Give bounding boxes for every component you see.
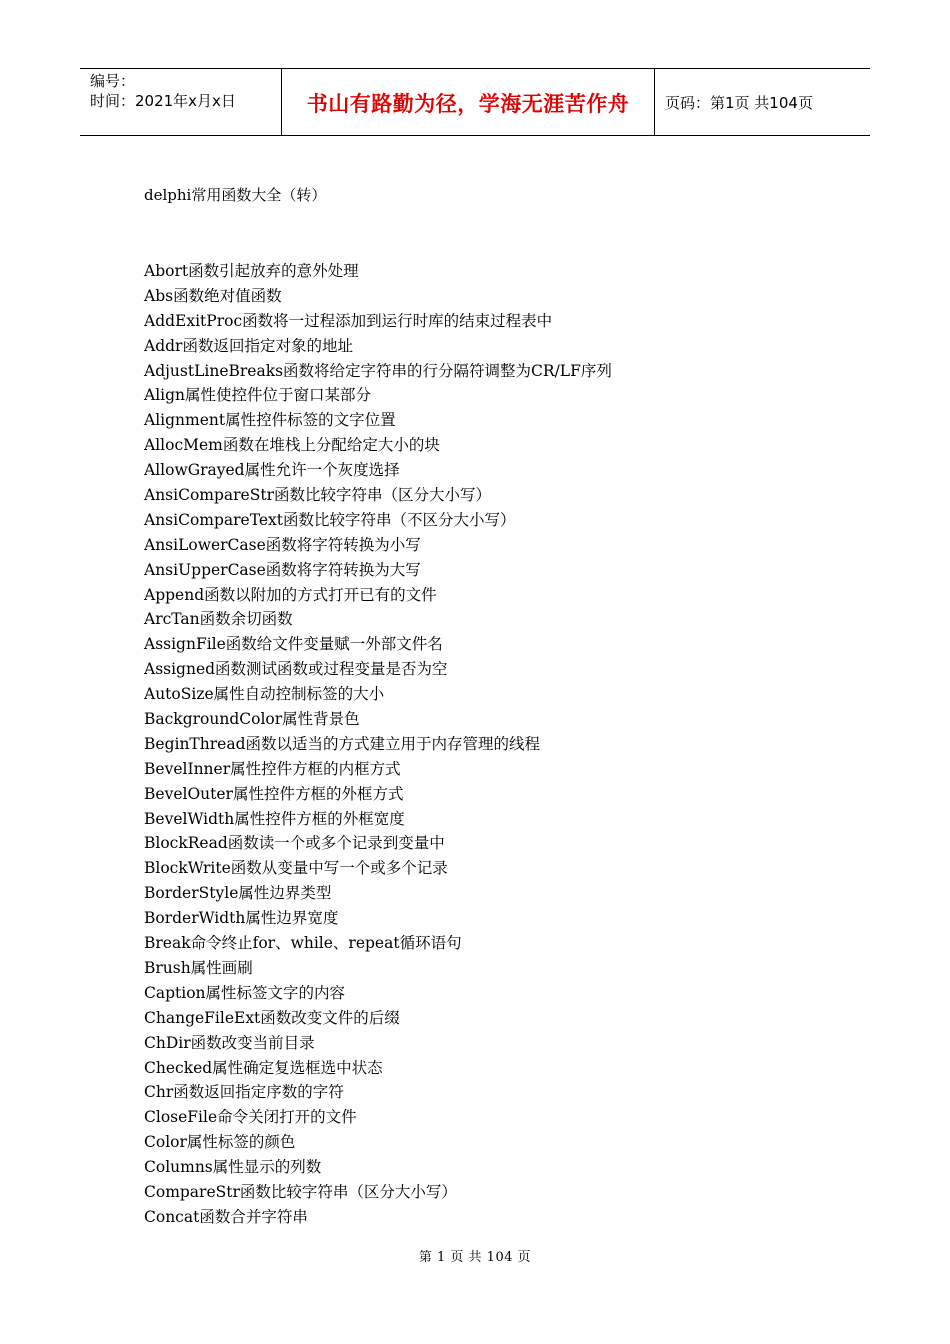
list-item: BackgroundColor属性背景色	[144, 710, 360, 729]
list-item: AddExitProc函数将一过程添加到运行时库的结束过程表中	[144, 311, 553, 330]
list-item: Alignment属性控件标签的文字位置	[144, 411, 396, 430]
list-item: AdjustLineBreaks函数将给定字符串的行分隔符调整为CR/LF序列	[144, 361, 612, 380]
list-item: AllowGrayed属性允许一个灰度选择	[144, 461, 400, 480]
list-item: Assigned函数测试函数或过程变量是否为空	[144, 660, 448, 679]
page-header	[80, 68, 870, 136]
function-list	[144, 259, 612, 1230]
list-item: Abort函数引起放弃的意外处理	[144, 262, 359, 280]
list-item: BevelOuter属性控件方框的外框方式	[144, 784, 404, 803]
list-item: BlockRead函数读一个或多个记录到变量中	[144, 834, 445, 853]
list-item: AnsiCompareText函数比较字符串（不区分大小写）	[144, 510, 516, 529]
document-date-label: 时间：2021年x月x日	[90, 92, 236, 110]
header-page-info: 页码：第1页 共104页	[665, 93, 813, 112]
list-item: Append函数以附加的方式打开已有的文件	[144, 585, 437, 604]
list-item: Concat函数合并字符串	[144, 1207, 308, 1226]
list-item: Align属性使控件位于窗口某部分	[144, 386, 372, 405]
list-item: ArcTan函数余切函数	[144, 610, 293, 629]
list-item: Break命令终止for、while、repeat循环语句	[144, 934, 462, 953]
list-item: BevelWidth属性控件方框的外框宽度	[144, 809, 405, 828]
list-item: ChDir函数改变当前目录	[144, 1033, 315, 1052]
list-item: Abs函数绝对值函数	[144, 286, 282, 305]
list-item: Chr函数返回指定序数的字符	[144, 1083, 344, 1102]
list-item: BeginThread函数以适当的方式建立用于内存管理的线程	[144, 734, 540, 753]
list-item: Addr函数返回指定对象的地址	[144, 336, 353, 355]
document-number-label: 编号：	[90, 72, 136, 90]
list-item: AutoSize属性自动控制标签的大小	[144, 685, 385, 704]
list-item: Brush属性画刷	[144, 958, 253, 977]
list-item: AnsiCompareStr函数比较字符串（区分大小写）	[144, 486, 491, 505]
list-item: CompareStr函数比较字符串（区分大小写）	[144, 1182, 457, 1201]
header-meta	[80, 69, 282, 135]
list-item: AllocMem函数在堆栈上分配给定大小的块	[144, 436, 440, 455]
list-item: Caption属性标签文字的内容	[144, 983, 346, 1002]
header-motto: 书山有路勤为径，学海无涯苦作舟	[282, 69, 655, 135]
list-item: BorderWidth属性边界宽度	[144, 909, 339, 928]
list-item: Columns属性显示的列数	[144, 1158, 322, 1177]
list-item: Color属性标签的颜色	[144, 1133, 296, 1152]
footer-page-number: 第 1 页 共 104 页	[418, 1250, 532, 1265]
list-item: ChangeFileExt函数改变文件的后缀	[144, 1008, 400, 1027]
list-item: AssignFile函数给文件变量赋一外部文件名	[144, 635, 443, 654]
list-item: CloseFile命令关闭打开的文件	[144, 1108, 357, 1127]
list-item: AnsiLowerCase函数将字符转换为小写	[144, 535, 421, 554]
page-footer	[0, 1246, 950, 1265]
list-item: BorderStyle属性边界类型	[144, 884, 332, 903]
document-title: delphi常用函数大全（转）	[144, 186, 327, 204]
list-item: BevelInner属性控件方框的内框方式	[144, 759, 401, 778]
list-item: AnsiUpperCase函数将字符转换为大写	[144, 560, 421, 579]
list-item: Checked属性确定复选框选中状态	[144, 1058, 383, 1077]
list-item: BlockWrite函数从变量中写一个或多个记录	[144, 859, 448, 878]
